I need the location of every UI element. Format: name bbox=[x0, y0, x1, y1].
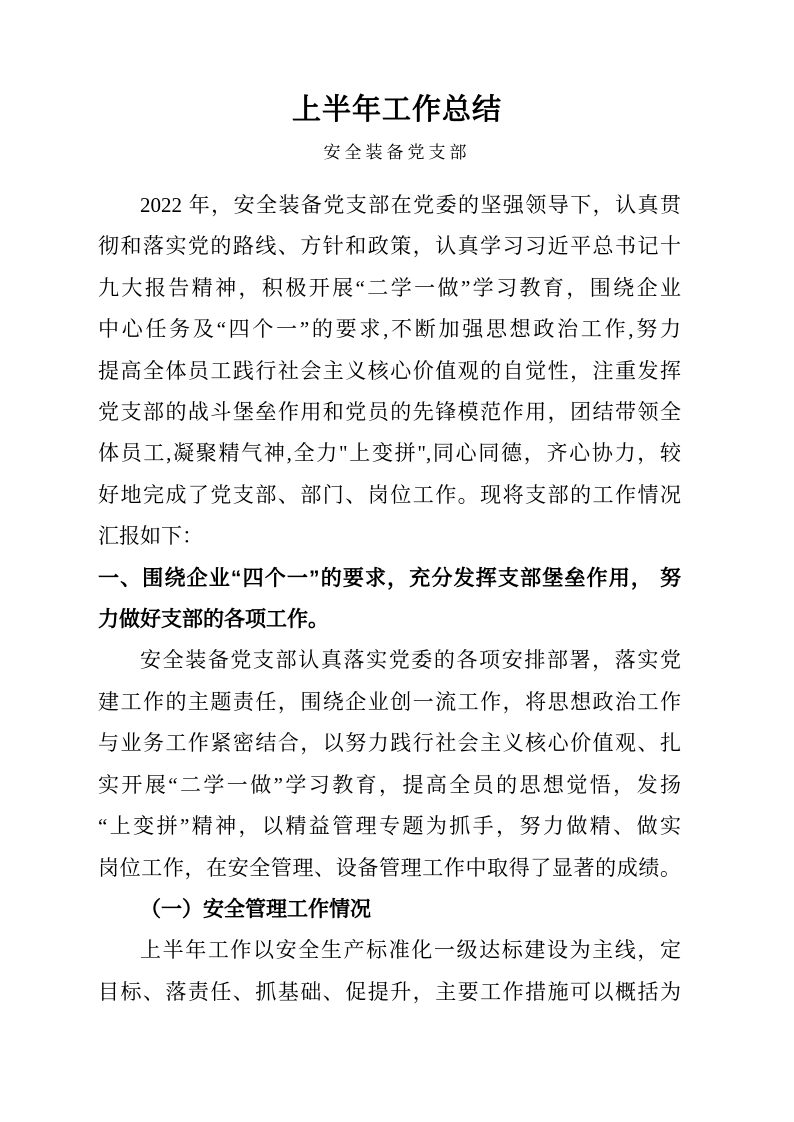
paragraph-line: 彻和落实党的路线、方针和政策，认真学习习近平总书记十 bbox=[98, 234, 681, 259]
paragraph-line: 建工作的主题责任，围绕企业创一流工作，将思想政治工作 bbox=[98, 689, 681, 714]
paragraph-line: 体员工,凝聚精气神,全力"上变拼",同心同德，齐心协力，较 bbox=[98, 441, 681, 466]
paragraph-line: 实开展“二学一做”学习教育，提高全员的思想觉悟，发扬 bbox=[98, 772, 681, 797]
document-body bbox=[98, 185, 681, 1013]
paragraph-line: “上变拼”精神，以精益管理专题为抓手，努力做精、做实 bbox=[98, 814, 681, 839]
paragraph-line: 安全装备党支部认真落实党委的各项安排部署，落实党 bbox=[140, 648, 681, 673]
paragraph-line: 党支部的战斗堡垒作用和党员的先锋模范作用，团结带领全 bbox=[98, 400, 681, 425]
paragraph-line: 目标、落责任、抓基础、促提升，主要工作措施可以概括为 bbox=[98, 979, 681, 1004]
paragraph-line: 2022 年，安全装备党支部在党委的坚强领导下，认真贯 bbox=[140, 193, 681, 217]
section-heading-line: 力做好支部的各项工作。 bbox=[98, 608, 329, 632]
section-heading-line: 一、围绕企业“四个一”的要求，充分发挥支部堡垒作用， 努 bbox=[98, 566, 681, 590]
paragraph-line: 与业务工作紧密结合，以努力践行社会主义核心价值观、扎 bbox=[98, 731, 681, 756]
paragraph-line: 好地完成了党支部、部门、岗位工作。现将支部的工作情况 bbox=[98, 482, 681, 507]
paragraph-line: 九大报告精神，积极开展“二学一做”学习教育，围绕企业 bbox=[98, 275, 681, 300]
paragraph-line: 上半年工作以安全生产标准化一级达标建设为主线，定 bbox=[140, 938, 681, 963]
paragraph-line: 汇报如下： bbox=[98, 524, 203, 549]
subsection-heading-line: （一）安全管理工作情况 bbox=[140, 896, 371, 921]
paragraph-line: 岗位工作，在安全管理、设备管理工作中取得了显著的成绩。 bbox=[98, 855, 681, 880]
document-subtitle: 安全装备党支部 bbox=[323, 143, 471, 162]
paragraph-line: 中心任务及“四个一”的要求,不断加强思想政治工作,努力 bbox=[98, 317, 681, 342]
paragraph-line: 提高全体员工践行社会主义核心价值观的自觉性，注重发挥 bbox=[98, 358, 681, 383]
document-title: 上半年工作总结 bbox=[291, 94, 502, 126]
